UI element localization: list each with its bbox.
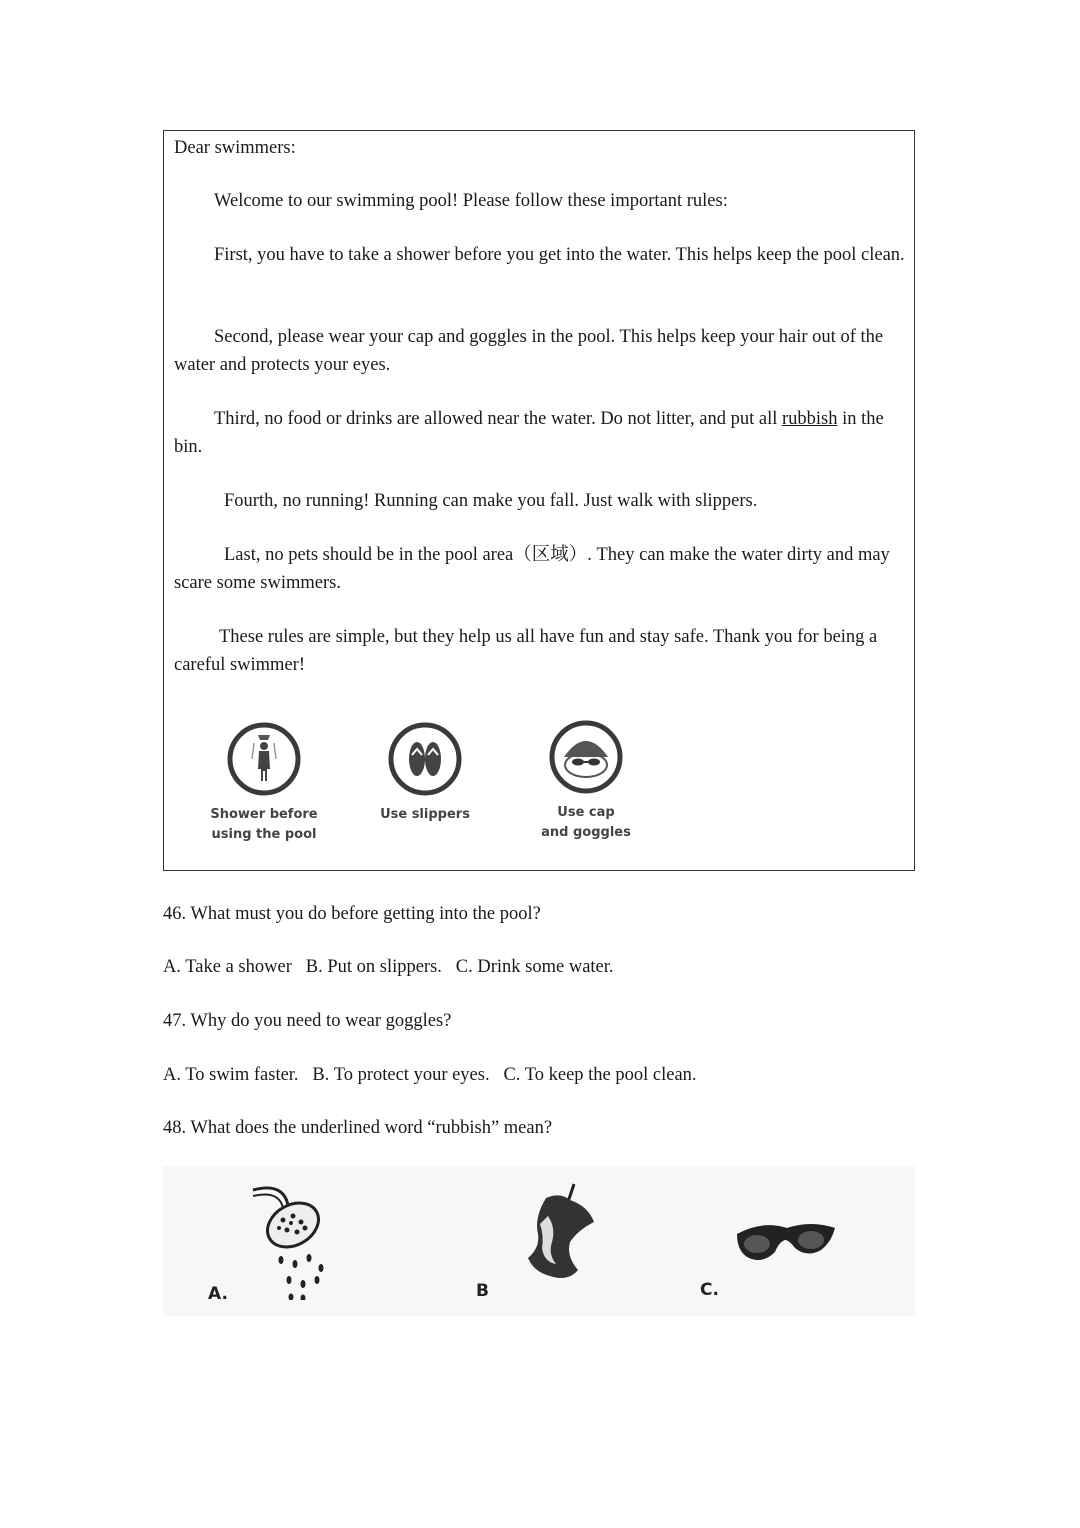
apple-core-icon: [508, 1178, 608, 1288]
pool-rules-notice: [163, 130, 915, 871]
question-46: 46. What must you do before getting into the pool?: [163, 904, 541, 924]
sign-label-slippers: Use slippers: [380, 807, 470, 822]
closing-paragraph: These rules are simple, but they help us all have fun and stay safe. Thank you for being a careful swimmer!: [174, 627, 878, 675]
sunglasses-icon: [733, 1214, 839, 1270]
sign-cap-goggles: [516, 717, 656, 843]
sign-label-cap-goggles: Use cap and goggles: [541, 805, 631, 840]
cap-goggles-icon: [546, 717, 626, 797]
sign-shower: [194, 719, 334, 845]
option-b-letter: B: [476, 1281, 489, 1301]
option-a-letter: A.: [208, 1284, 228, 1304]
intro-paragraph: Welcome to our swimming pool! Please follow these important rules:: [214, 191, 728, 211]
slippers-icon: [385, 719, 465, 799]
rule-1-paragraph: First, you have to take a shower before you get into the water. This helps keep the pool clean.: [214, 245, 905, 265]
greeting: Dear swimmers:: [174, 138, 296, 158]
question-47: 47. Why do you need to wear goggles?: [163, 1011, 452, 1031]
shower-person-icon: [224, 719, 304, 799]
rule-2-paragraph: Second, please wear your cap and goggles in the pool. This helps keep your hair out of the water and protects your eyes.: [174, 327, 884, 375]
rule-3-text-end: in the bin.: [174, 409, 884, 457]
question-48-pictures: [163, 1166, 915, 1316]
shower-head-icon: [243, 1180, 353, 1300]
rule-5-paragraph: Last, no pets should be in the pool area（区域）. They can make the water dirty and may scare some swimmers.: [174, 545, 890, 593]
sign-label-shower: Shower before using the pool: [210, 807, 318, 842]
sign-slippers: [355, 719, 495, 825]
rule-4-paragraph: Fourth, no running! Running can make you fall. Just walk with slippers.: [224, 491, 758, 511]
question-47-options: A. To swim faster. B. To protect your eyes. C. To keep the pool clean.: [163, 1065, 697, 1085]
underlined-word-rubbish: rubbish: [781, 409, 838, 429]
rule-3-paragraph: [174, 405, 910, 461]
question-48: 48. What does the underlined word “rubbish” mean?: [163, 1118, 553, 1138]
rule-signs: [194, 711, 654, 861]
option-c-letter: C.: [700, 1280, 719, 1300]
question-46-options: A. Take a shower B. Put on slippers. C. Drink some water.: [163, 957, 614, 977]
rule-3-text-start: Third, no food or drinks are allowed near the water. Do not litter, and put all: [214, 409, 782, 429]
